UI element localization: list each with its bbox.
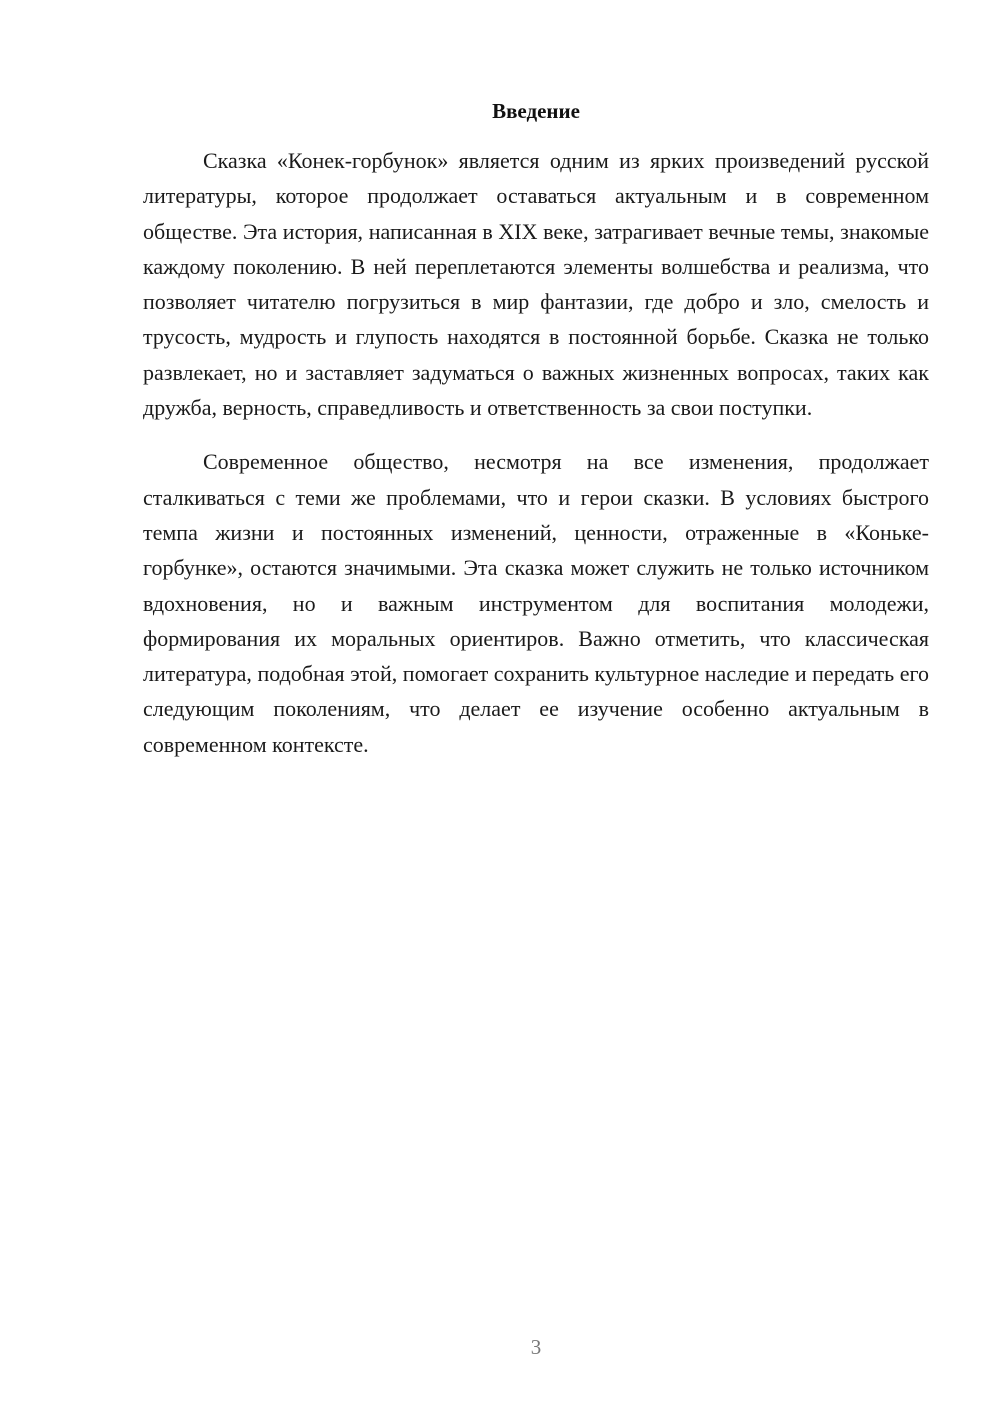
- page-number: 3: [530, 1335, 542, 1359]
- paragraph-1: Сказка «Конек-горбунок» является одним из ярких произведений русской литературы, которое продолжает оставаться актуальным и в современном обществе. Эта история, написанная в XIX веке, затрагивает вечные темы, знакомые каждому поколению. В ней переплетаются элементы волшебства и реализма, что позволяет читателю погрузиться в мир фантазии, где добро и зло, смелость и трусость, мудрость и глупость находятся в постоянной борьбе. Сказка не только развлекает, но и заставляет задуматься о важных жизненных вопросах, таких как дружба, верность, справедливость и ответственность за свои поступки.: [143, 148, 929, 421]
- paragraph-2: Современное общество, несмотря на все изменения, продолжает сталкиваться с теми же проблемами, что и герои сказки. В условиях быстрого темпа жизни и постоянных изменений, ценности, отраженные в «Коньке-горбунке», остаются значимыми. Эта сказка может служить не только источником вдохновения, но и важным инструментом для воспитания молодежи, формирования их моральных ориентиров. Важно отметить, что классическая литература, подобная этой, помогает сохранить культурное наследие и передать его следующим поколениям, что делает ее изучение особенно актуальным в современном контексте.: [143, 449, 929, 757]
- section-heading: Введение: [492, 99, 580, 123]
- body-text: [143, 143, 929, 762]
